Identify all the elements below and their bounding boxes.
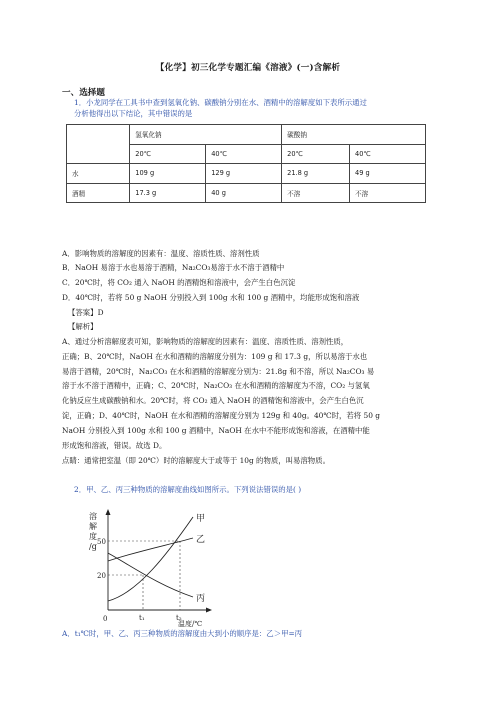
analysis-line: 淀，正确；D、40℃时，NaOH 在水和酒精的溶解度分别为 129g 和 40g。40℃时，若将 50 g xyxy=(62,411,381,420)
table-cell: 20℃ xyxy=(282,144,350,164)
table-cell: 40℃ xyxy=(350,144,426,164)
table-cell: 不溶 xyxy=(350,183,426,203)
section-heading: 一、选择题 xyxy=(62,88,105,98)
table-row xyxy=(67,183,426,203)
x-axis-label: 温度/℃ xyxy=(178,620,203,627)
q1-option-b: B．NaOH 易溶于水也易溶于酒精，Na₂CO₃易溶于水不溶于酒精中 xyxy=(62,263,285,272)
x-tick-label: t₁ xyxy=(139,614,145,622)
x-tick-label: t₂ xyxy=(176,614,182,622)
analysis-line: A、通过分析溶解度表可知，影响物质的溶解度的因素有：温度、溶质性质、溶剂性质， xyxy=(62,337,349,346)
table-header-na2co3: 碳酸钠 xyxy=(282,125,426,145)
q1-stem-line1: 1．小龙同学在工具书中查到氢氧化钠、碳酸钠分别在水、酒精中的溶解度如下表所示通过 xyxy=(74,98,367,107)
table-row xyxy=(67,164,426,184)
y-axis-label-char: 溶 xyxy=(89,512,97,521)
table-cell: 40℃ xyxy=(206,144,282,164)
table-cell: 水 xyxy=(67,164,130,184)
y-axis-label-char: 度 xyxy=(89,532,97,541)
q1-point-note: 点睛：通常把室温（即 20℃）时的溶解度大于或等于 10g 的物质，叫易溶物质。 xyxy=(62,456,330,465)
analysis-line: NaOH 分别投入到 100g 水和 100 g 酒精中，NaOH 在水中不能形成饱和溶液，在酒精中能 xyxy=(62,426,370,435)
table-header-naoh: 氢氧化钠 xyxy=(130,125,282,145)
curve-label-yi: 乙 xyxy=(196,535,206,545)
q2-option-a: A．t₁℃时，甲、乙、丙三种物质的溶解度由大到小的顺序是：乙＞甲=丙 xyxy=(62,629,303,638)
table-cell: 129 g xyxy=(206,164,282,184)
analysis-line: 正确；B、20℃时，NaOH 在水和酒精的溶解度分别为：109 g 和 17.3 g，所以易溶于水也 xyxy=(62,352,368,361)
y-tick-label: 20 xyxy=(97,572,106,580)
table-cell: 20℃ xyxy=(130,144,206,164)
q1-answer: 【答案】D xyxy=(68,308,104,317)
table-cell: 40 g xyxy=(206,183,282,203)
table-cell: 酒精 xyxy=(67,183,130,203)
table-cell: 21.8 g xyxy=(282,164,350,184)
analysis-line: 易溶于酒精，20℃时，Na₂CO₃ 在水和酒精的溶解度分别为：21.8g 和不溶，所以 Na₂CO₃ 易 xyxy=(62,367,375,376)
solubility-table xyxy=(66,124,426,203)
curve-label-bing: 丙 xyxy=(196,594,206,604)
y-axis-arrow-icon xyxy=(106,509,111,515)
table-cell: 不溶 xyxy=(282,183,350,203)
y-axis-label-char: /g xyxy=(89,542,97,551)
q1-analysis-label: 【解析】 xyxy=(68,322,98,331)
x-axis-arrow-icon xyxy=(206,608,212,613)
table-row xyxy=(67,125,426,145)
y-tick-label: 50 xyxy=(97,538,106,546)
analysis-line: 溶于水不溶于酒精中，正确；C、20℃时，Na₂CO₃ 在水和酒精的溶解度为不溶，CO₂ 与氢氧 xyxy=(62,381,370,390)
solubility-curve-graph xyxy=(83,505,233,627)
document-title: 【化学】初三化学专题汇编《溶液》(一)含解析 xyxy=(155,63,341,73)
y-axis-label-char: 解 xyxy=(89,522,97,531)
curve-label-jia: 甲 xyxy=(196,514,206,524)
analysis-line: 形成饱和溶液，错误。故选 D。 xyxy=(62,441,167,450)
analysis-line: 化钠反应生成碳酸钠和水。20℃时，将 CO₂ 通入 NaOH 的酒精饱和溶液中，会产生白色沉 xyxy=(62,396,364,405)
origin-label: 0 xyxy=(103,615,108,623)
q2-stem: 2．甲、乙、丙三种物质的溶解度曲线如图所示。下列说法错误的是( ) xyxy=(74,485,302,494)
q1-option-d: D．40℃时，若将 50 g NaOH 分别投入到 100g 水和 100 g 酒精中，均能形成饱和溶液 xyxy=(62,293,360,302)
table-cell: 109 g xyxy=(130,164,206,184)
q1-stem-line2: 分析他得出以下结论，其中错误的是 xyxy=(74,109,193,118)
table-cell: 17.3 g xyxy=(130,183,206,203)
q1-option-c: C．20℃时，将 CO₂ 通入 NaOH 的酒精饱和溶液中，会产生白色沉淀 xyxy=(62,278,296,287)
q1-option-a: A．影响物质的溶解度的因素有：温度、溶质性质、溶剂性质 xyxy=(62,249,260,258)
table-cell: 49 g xyxy=(350,164,426,184)
table-cell xyxy=(67,125,130,164)
